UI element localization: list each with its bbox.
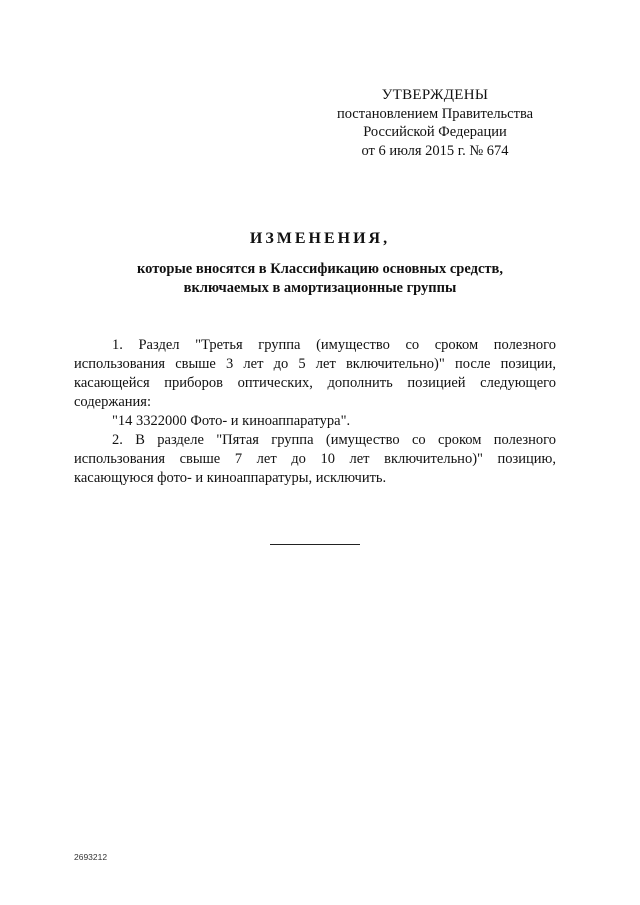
item-2-line-1: 2. В разделе "Пятая группа (имущество со сроком полезного	[112, 432, 556, 448]
approval-line-2: Российской Федерации	[363, 124, 507, 140]
approval-block	[330, 86, 540, 160]
item-1-line-4: содержания:	[74, 394, 152, 410]
subtitle-line-2: включаемых в амортизационные группы	[183, 279, 457, 296]
document-number: 2693212	[74, 852, 108, 862]
item-1-line-3: касающейся приборов оптических, дополнить позицией следующего	[74, 375, 556, 391]
item-1-line-1: 1. Раздел "Третья группа (имущество со сроком полезного	[112, 337, 556, 353]
subtitle-line-1: которые вносятся в Классификацию основных средств,	[137, 261, 503, 277]
item-2-line-2: использования свыше 7 лет до 10 лет включительно)" позицию,	[74, 451, 556, 467]
approval-line-1: постановлением Правительства	[336, 105, 534, 122]
document-subtitle	[0, 260, 640, 297]
item-1-line-2: использования свыше 3 лет до 5 лет включительно)" после позиции,	[74, 356, 556, 372]
end-divider	[270, 544, 360, 545]
document-title: ИЗМЕНЕНИЯ,	[249, 230, 391, 247]
approval-line-3: от 6 июля 2015 г. № 674	[361, 142, 509, 159]
document-body	[74, 336, 556, 488]
item-2	[74, 431, 556, 488]
item-1-line-5: "14 3322000 Фото- и киноаппаратура".	[112, 413, 351, 429]
item-2-line-3: касающуюся фото- и киноаппаратуры, исключить.	[74, 470, 387, 486]
item-1	[74, 336, 556, 431]
approval-stamp: УТВЕРЖДЕНЫ	[381, 87, 489, 103]
